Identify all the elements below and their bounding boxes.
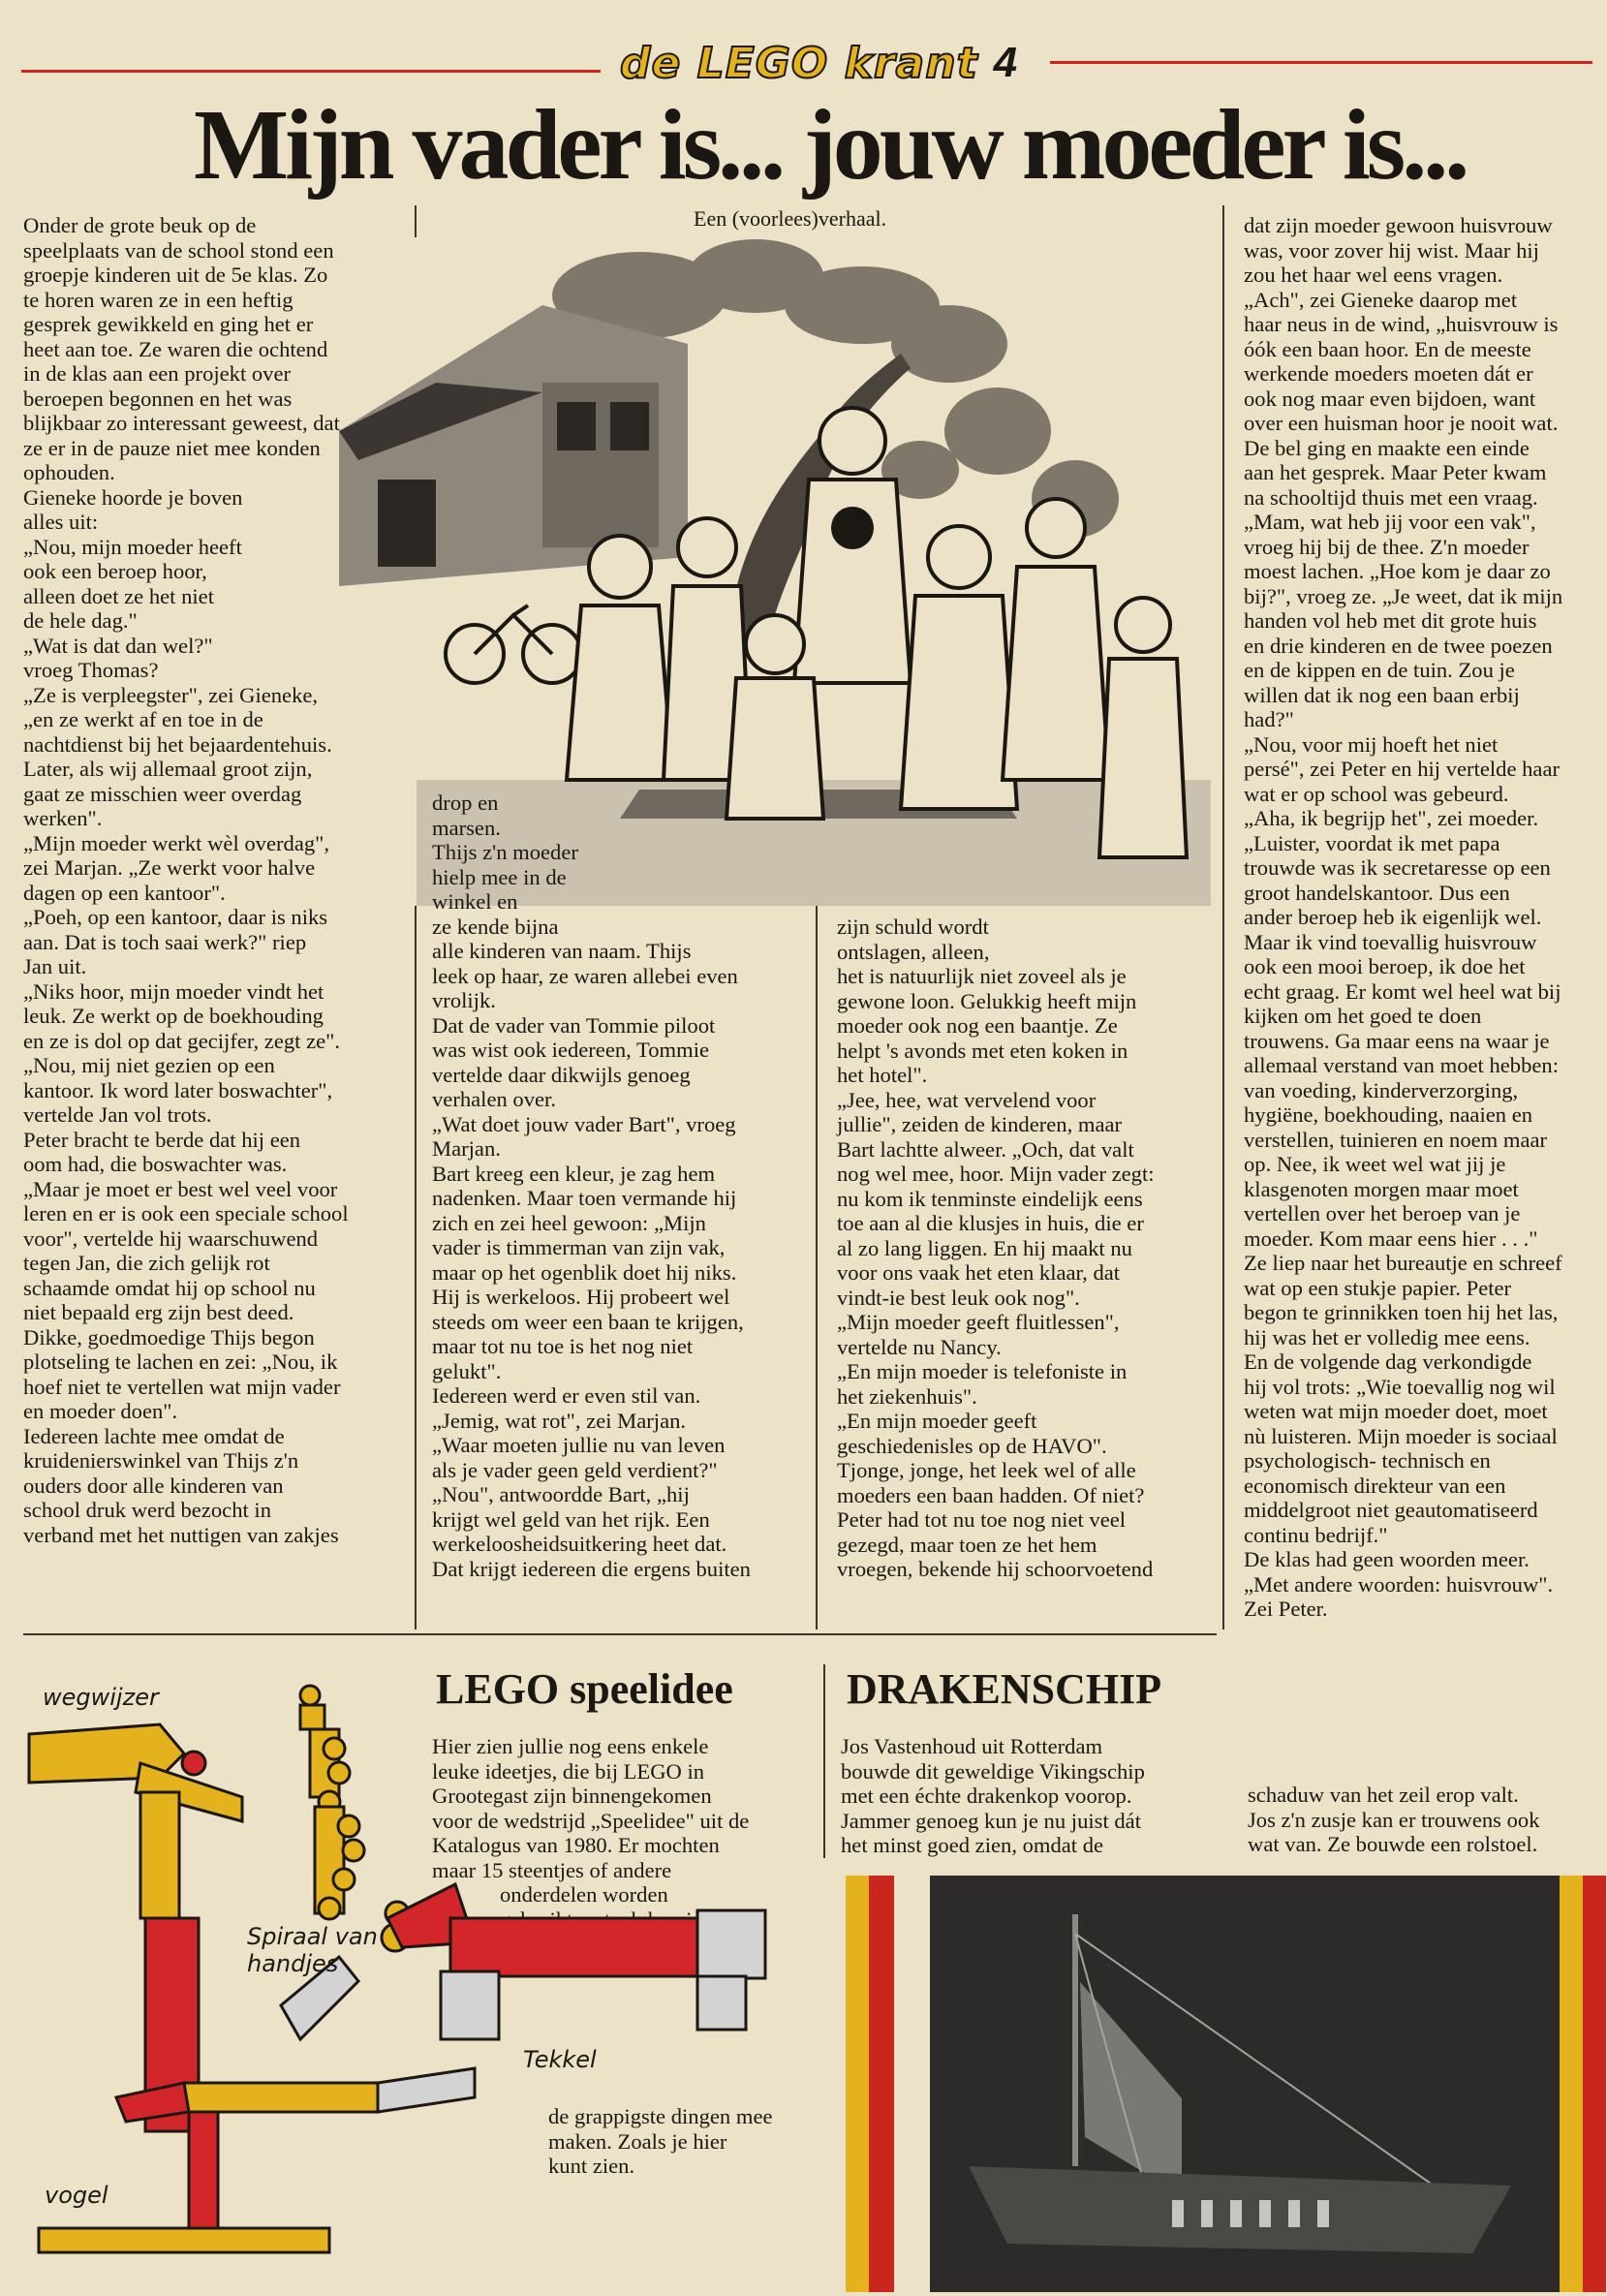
article-column-3 [837, 915, 1217, 1582]
speelidee-text-bottom-lines: de grappigste dingen mee maken. Zoals je hier kunt zien. [548, 2104, 773, 2178]
column-rule-2 [816, 901, 818, 1629]
dachshund-drawing [387, 1884, 765, 2039]
drakenschip-text-left-lines: Jos Vastenhoud uit Rotterdam bouwde dit geweldige Vikingschip met een échte drakenkop voorop. Jammer genoeg kun je nu juist dát het minst goed zien, omdat de [841, 1734, 1145, 1857]
label-spiraal-1: Spiraal van [247, 1923, 378, 1950]
flag-stripe-left-yellow [846, 1876, 869, 2292]
flag-stripe-right-red [1583, 1876, 1606, 2292]
bottom-section-rule [23, 1633, 1217, 1635]
viking-ship-photo [930, 1876, 1560, 2292]
label-wegwijzer: wegwijzer [43, 1684, 159, 1711]
label-spiraal-2: handjes [247, 1950, 339, 1977]
drakenschip-text-left [841, 1734, 1228, 1858]
column-rule-4 [1222, 205, 1224, 1629]
masthead-rule-right [1050, 61, 1592, 64]
speelidee-text-indented-lines: onderdelen worden [500, 1882, 668, 1907]
article-column-2-text: drop en marsen. Thijs z'n moeder hielp mee in de winkel en ze kende bijna alle kinderen van naam. Thijs leek op haar, ze waren allebei even vrolijk. Dat de vader van Tommie piloot was wist ook iedereen, Tommie vertelde daar dikwijls genoeg verhalen over. „Wat doet jouw vader Bart", vroeg Marjan. Bart kreeg een kleur, je zag hem nadenken. Maar toen vermande hij zich en zei heel gewoon: „Mijn vader is timmerman van zijn vak, maar op het ogenblik doet hij niks. Hij is werkeloos. Hij probeert wel steeds om weer een baan te krijgen, maar tot nu toe is het nog niet gelukt". Iedereen werd er even stil van. „Jemig, wat rot", zei Marjan. „Waar moeten jullie nu van leven als je vader geen geld verdient?" „Nou", antwoordde Bart, „hij krijgt wel geld van het rijk. Een werkeloosheidsuitkering heet dat. Dat krijgt iedereen die ergens buiten [432, 791, 751, 1581]
article-headline: Mijn vader is... jouw moeder is... [194, 89, 1467, 201]
page-number: 4 [993, 39, 1018, 86]
masthead-brand: de LEGO krant [620, 38, 978, 88]
masthead-rule-left [21, 70, 601, 73]
masthead [620, 29, 1027, 97]
viking-ship-image [930, 1876, 1560, 2292]
article-column-1 [23, 213, 411, 1547]
drakenschip-text-right [1248, 1783, 1596, 1857]
lego-ideas-drawings [19, 1657, 823, 2291]
article-column-3-text: zijn schuld wordt ontslagen, alleen, het is natuurlijk niet zoveel als je gewone loon. Gelukkig heeft mijn moeder ook nog een baantje. Ze helpt 's avonds met eten koken in het hotel". „Jee, hee, wat vervelend voor jullie", zeiden de kinderen, maar Bart lachtte alweer. „Och, dat valt nog wel mee, hoor. Mijn vader zegt: nu kom ik tenminste eindelijk eens toe aan al die klusjes in huis, die er al zo lang liggen. En hij maakt nu voor ons vaak het eten klaar, dat vindt-ie best leuk ook nog". „Mijn moeder geeft fluitlessen", vertelde nu Nancy. „En mijn moeder is telefoniste in het ziekenhuis". „En mijn moeder geeft geschiedenisles op de HAVO". Tjonge, jonge, het leek wel of alle moeders een baan hadden. Of niet? Peter had tot nu toe nog niet veel gezegd, maar toen ze het hem vroegen, bekende hij schoorvoetend [837, 915, 1155, 1581]
article-column-4 [1244, 213, 1602, 1622]
signpost-drawing [29, 1724, 242, 2131]
article-column-1-text: Onder de grote beuk op de speelplaats van de school stond een groepje kinderen uit de 5e klas. Zo te horen waren ze in een heftig gesprek gewikkeld en ging het er heet aan toe. Ze waren die ochtend in de klas aan een projekt over beroepen begonnen en het was blijkbaar zo interessant geweest, dat ze er in de pauze niet mee konden ophouden. Gieneke hoorde je boven alles uit: „Nou, mijn moeder heeft ook een beroep hoor, alleen doet ze het niet de hele dag." „Wat is dat dan wel?" vroeg Thomas? „Ze is verpleegster", zei Gieneke, „en ze werkt af en toe in de nachtdienst bij het bejaardentehuis. Later, als wij allemaal groot zijn, gaat ze misschien weer overdag werken". „Mijn moeder werkt wèl overdag", zei Marjan. „Ze werkt voor halve dagen op een kantoor". „Poeh, op een kantoor, daar is niks aan. Dat is toch saai werk?" riep Jan uit. „Niks hoor, mijn moeder vindt het leuk. Ze werkt op de boekhouding en ze is dol op dat gecijfer, zegt ze". „Nou, mij niet gezien op een kantoor. Ik word later boswachter", vertelde Jan vol trots. Peter bracht te berde dat hij een oom had, die boswachter was. „Maar je moet er best wel veel voor leren en er is ook een speciale school voor", vertelde hij waarschuwend tegen Jan, die zich gelijk rot schaamde omdat hij op school nu niet bepaald erg zijn best deed. Dikke, goedmoedige Thijs begon plotseling te lachen en zei: „Nou, ik hoef niet te vertellen wat mijn vader en moeder doen". Iedereen lachte mee omdat de kruidenierswinkel van Thijs z'n ouders door alle kinderen van school druk werd bezocht in verband met het nuttigen van zakjes [23, 213, 349, 1547]
article-column-2 [432, 791, 810, 1581]
bottom-section-vrule [823, 1664, 825, 1858]
flag-stripe-right-yellow [1560, 1876, 1583, 2292]
speelidee-text-lines: Hier zien jullie nog eens enkele leuke ideetjes, die bij LEGO in Grootegast zijn binnengekomen voor de wedstrijd „Speelidee" uit de Katalogus van 1980. Er mochten maar 15 steentjes of andere [432, 1734, 750, 1882]
article-column-4-text: dat zijn moeder gewoon huisvrouw was, voor zover hij wist. Maar hij zou het haar wel eens vragen. „Ach", zei Gieneke daarop met haar neus in de wind, „huisvrouw is óók een baan hoor. En de meeste werkende moeders moeten dát er ook nog maar even bijdoen, want over een huisman hoor je nooit wat. De bel ging en maakte een einde aan het gesprek. Maar Peter kwam na schooltijd thuis met een vraag. „Mam, wat heb jij voor een vak", vroeg hij bij de thee. Z'n moeder moest lachen. „Hoe kom je daar zo bij?", vroeg ze. „Je weet, dat ik mijn handen vol heb met dit grote huis en drie kinderen en de twee poezen en de kippen en de tuin. Zou je willen dat ik nog een baan erbij had?" „Nou, voor mij hoeft het niet persé", zei Peter en hij vertelde haar wat er op school was gebeurd. „Aha, ik begrijp het", zei moeder. „Luister, voordat ik met papa trouwde was ik secretaresse op een groot handelskantoor. Dus een ander beroep heb ik eigenlijk wel. Maar ik vind toevallig huisvrouw ook een mooi beroep, ik doe het echt graag. Er komt wel heel wat bij kijken om het goed te doen trouwens. Ga maar eens na waar je allemaal verstand van moet hebben: van voeding, kinderverzorging, hygiëne, boekhouding, naaien en verstellen, tuinieren en noem maar op. Nee, ik weet wel wat jij je klasgenoten morgen maar moet vertellen over het beroep van je moeder. Kom maar eens hier . . ." Ze liep naar het bureautje en schreef wat op een stukje papier. Peter begon te grinnikken toen hij het las, hij was het er volledig mee eens. En de volgende dag verkondigde hij vol trots: „Wie toevallig nog wil weten wat mijn moeder doet, moet nù luisteren. Mijn moeder is sociaal psychologisch- technisch en economisch direkteur van een middelgroot niet geautomatiseerd continu bedrijf." De klas had geen woorden meer. „Met andere woorden: huisvrouw". Zei Peter. [1244, 213, 1563, 1621]
label-tekkel: Tekkel [523, 2046, 597, 2073]
flag-stripe-left-red [869, 1876, 894, 2292]
drakenschip-heading: DRAKENSCHIP [847, 1665, 1162, 1713]
spiral-drawing [300, 1686, 409, 1951]
drakenschip-text-right-lines: schaduw van het zeil erop valt. Jos z'n zusje kan er trouwens ook wat van. Ze bouwde een rolstoel. [1248, 1783, 1540, 1856]
speelidee-heading: LEGO speelidee [436, 1665, 733, 1713]
label-vogel: vogel [45, 2182, 108, 2209]
article-subtitle: Een (voorlees)verhaal. [694, 206, 887, 231]
